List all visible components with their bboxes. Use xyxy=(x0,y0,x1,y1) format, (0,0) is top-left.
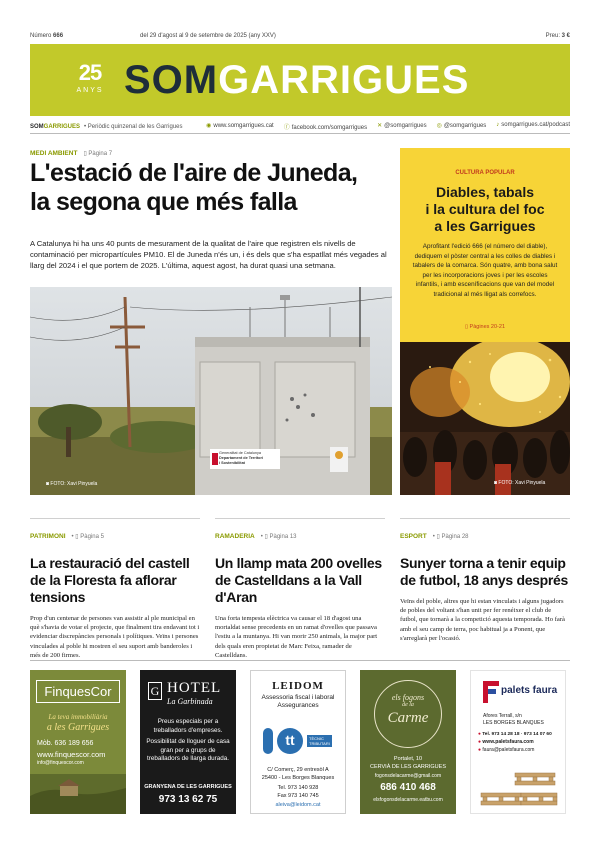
carme-email[interactable]: fogonsdelacarme@gmail.com xyxy=(374,773,442,779)
page-icon: ▯ xyxy=(464,324,470,330)
ad-hotel-garbinada[interactable] xyxy=(140,670,236,814)
article-label: PATRIMONI • ▯ Pàgina 5 xyxy=(30,533,104,540)
ad-fogons-carme[interactable] xyxy=(360,670,456,814)
side-photo-credit: ◙ FOTO: Xavi Pinyuela xyxy=(494,480,546,486)
side-section-label: CULTURA POPULAR xyxy=(455,170,515,176)
carme-address: Portalet, 10 xyxy=(393,756,423,762)
side-headline[interactable]: Diables, tabals i la cultura del foc a les Garrigues xyxy=(425,184,545,234)
finquescor-web: www.finquescor.com xyxy=(37,750,106,759)
leidom-address-1: C/ Comerç, 29 entresòl A xyxy=(267,767,329,773)
palets-tel: ● Tel. 973 14 28 18 · 973 14 07 60 xyxy=(478,732,552,737)
issue-number: Número 666 xyxy=(30,33,64,39)
article-label: RAMADERIA • ▯ Pàgina 13 xyxy=(215,533,297,540)
culture-feature[interactable] xyxy=(400,148,570,495)
issue-price: Preu: 3 € xyxy=(545,33,570,39)
facebook-link[interactable]: ⓕ facebook.com/somgarrigues xyxy=(283,125,368,131)
article-body: Veïns del poble, altres que hi estan vinculats i alguns jugadors de pobles del voltant s'han unit per fer renéixer el club de futbol, que tornarà a la competició aquesta temporada. Ho farà amb el seu camp de terra, poc habitual ja a Ponent, que s'arreglarà per l'ocasió. xyxy=(400,598,565,642)
page-icon: ▯ xyxy=(83,151,89,157)
x-link[interactable]: ✕ @somgarrigues xyxy=(377,123,427,129)
main-headline[interactable]: L'estació de l'aire de Juneda, la segona que més falla xyxy=(30,159,358,216)
article-esport[interactable] xyxy=(400,525,570,643)
palets-brand: palets faura xyxy=(501,685,558,696)
hotel-town: GRANYENA DE LES GARRIGUES xyxy=(144,784,232,790)
hotel-name: HOTEL xyxy=(167,680,222,696)
carme-phone[interactable]: 686 410 468 xyxy=(380,782,436,793)
main-photo-credit: ◙ FOTO: Xavi Pinyuela xyxy=(46,481,98,487)
finquescor-slogan: La teva immobiliària a les Garrigues xyxy=(46,713,110,733)
podcast-icon: ♪ xyxy=(496,122,500,128)
finquescor-email: info@finquescor.com xyxy=(37,760,84,766)
mail-icon: ● xyxy=(478,747,483,753)
article-headline[interactable]: Sunyer torna a tenir equip de futbol, 18 anys després xyxy=(400,555,569,588)
logo-shape-icon xyxy=(263,728,273,754)
main-section-label: MEDI AMBIENT ▯ Pàgina 7 xyxy=(30,150,113,157)
ad-finquescor[interactable] xyxy=(30,670,126,814)
side-page-ref: ▯ Pàgines 20-21 xyxy=(464,324,506,330)
divider xyxy=(30,518,200,519)
hotel-offer-2: Possibilitat de lloguer de casa gran per a grups de treballadors de llarga durada. xyxy=(146,738,230,762)
leidom-fax: Fax 973 140 745 xyxy=(277,793,319,799)
hotel-phone[interactable]: 973 13 62 75 xyxy=(158,794,218,805)
generalitat-sign: Generalitat de Catalunya Departament de Territori i Sostenibilitat xyxy=(219,451,264,465)
instagram-icon: ◎ xyxy=(436,123,442,129)
leidom-service-2: Assegurances xyxy=(277,702,319,709)
leidom-email[interactable]: aleiva@leidom.cat xyxy=(275,802,321,808)
article-label: ESPORT • ▯ Pàgina 28 xyxy=(400,533,469,540)
pallets-image xyxy=(477,763,561,811)
main-lead: A Catalunya hi ha uns 40 punts de mesurament de la qualitat de l'aire que registren els nivells de contaminació per micropartícules PM10. El de Juneda n'és un, i és dels que s'ha espatllat més vegades al llarg del 2024 i el que portem de 2025. L'última, aquest agost, ha durat quasi una setmana. xyxy=(30,239,387,270)
phone-icon: ● xyxy=(478,732,483,737)
palets-logo-icon xyxy=(483,681,499,703)
subbar-brand: SOMGARRIGUES xyxy=(30,123,81,130)
globe-icon: ● xyxy=(478,739,483,745)
globe-icon: ◉ xyxy=(206,123,212,129)
newspaper-logo[interactable]: SOMGARRIGUES xyxy=(124,58,470,102)
article-body: Una forta tempesta elèctrica va causar el 18 d'agost una mortaldat sense precedents en un ramat d'ovelles que passava l'estiu a la muntanya. Hi van morir 250 animals, la major part dels quals eren propietat de Marc Feixa, ramader de Castelldans. xyxy=(215,615,378,659)
instagram-link[interactable]: ◎ @somgarrigues xyxy=(436,123,487,129)
page-icon: • ▯ xyxy=(71,534,81,540)
divider xyxy=(215,518,385,519)
podcast-link[interactable]: ♪ somgarrigues.cat/podcast xyxy=(496,122,570,128)
article-ramaderia[interactable] xyxy=(215,525,385,660)
page-icon: • ▯ xyxy=(432,534,442,540)
carme-web[interactable]: elsfogonsdelacarme.eatbu.com xyxy=(373,797,443,803)
ads-divider xyxy=(30,660,570,661)
camera-icon: ◙ xyxy=(494,480,499,486)
hotel-offer-1: Preus especials per a treballadors d'empreses. xyxy=(153,718,223,734)
website-link[interactable]: ◉ www.somgarrigues.cat xyxy=(206,123,274,129)
palets-address-1: Afores Terrall, s/n xyxy=(483,713,522,719)
divider xyxy=(400,518,570,519)
main-photo xyxy=(30,287,392,495)
carme-logo: els fogons de la Carme xyxy=(374,680,442,748)
tecnic-tributari-logo: tt TÈCNIC TRIBUTARI xyxy=(263,728,335,756)
page-icon: • ▯ xyxy=(260,534,270,540)
facebook-icon: ⓕ xyxy=(283,125,290,131)
article-headline[interactable]: La restauració del castell de la Floresta fa aflorar tensions xyxy=(30,555,190,605)
leidom-service-1: Assessoria fiscal i laboral xyxy=(261,694,335,701)
fire-photo xyxy=(400,342,570,495)
article-patrimoni[interactable] xyxy=(30,525,200,660)
leidom-name: LEIDOM xyxy=(272,680,324,692)
hotel-logo-icon: G xyxy=(148,682,162,700)
finquescor-logo: FinquesCor xyxy=(36,680,120,703)
article-headline[interactable]: Un llamp mata 200 ovelles de Castelldans a la Vall d'Aran xyxy=(215,555,382,605)
leidom-tel: Tel. 973 140 928 xyxy=(277,785,319,791)
hotel-subname: La Garbinada xyxy=(167,697,213,706)
side-body: Aprofitant l'edició 666 (el número del diable), dediquem el pòster central a les colles de diables i tabalers de la comarca. Són quatre, amb bona salut per les incorporacions joves i per les escoles infantils, i amb esceníficacions que van del model tradicional al més lligat als correfocs. xyxy=(412,243,558,298)
ad-palets-faura[interactable] xyxy=(470,670,566,814)
masthead-subbar xyxy=(30,120,570,134)
subbar-tagline: • Periòdic quinzenal de les Garrigues xyxy=(84,123,183,130)
ad-leidom[interactable] xyxy=(250,670,346,814)
masthead xyxy=(30,44,570,116)
issue-dates: del 29 d'agost al 9 de setembre de 2025 (any XXV) xyxy=(140,33,276,39)
palets-address-2: LES BORGES BLANQUES xyxy=(483,720,544,726)
palets-web[interactable]: ● www.paletsfaura.com xyxy=(478,739,534,745)
issue-meta xyxy=(30,33,570,43)
carme-town: CERVIÀ DE LES GARRIGUES xyxy=(369,764,446,770)
leidom-address-2: 25400 - Les Borges Blanques xyxy=(261,775,335,781)
social-links xyxy=(206,122,570,131)
camera-icon: ◙ xyxy=(46,481,51,487)
x-icon: ✕ xyxy=(377,123,383,129)
finquescor-phone: Mòb. 636 189 656 xyxy=(37,740,94,747)
article-body: Prop d'un centenar de persones van assistir al ple municipal en què s'havia de votar el projecte, que finalment tira endavant tot i evidenciar discrepàncies personals i polítiques. Veïns i persones vinculades al poble hi mostren el seu suport amb banderoles i més de 200 firmes. xyxy=(30,615,200,659)
anniversary-badge: 25 ANYS xyxy=(76,60,104,94)
palets-email[interactable]: ● faura@paletsfaura.com xyxy=(478,747,535,753)
finquescor-landscape xyxy=(30,774,126,814)
